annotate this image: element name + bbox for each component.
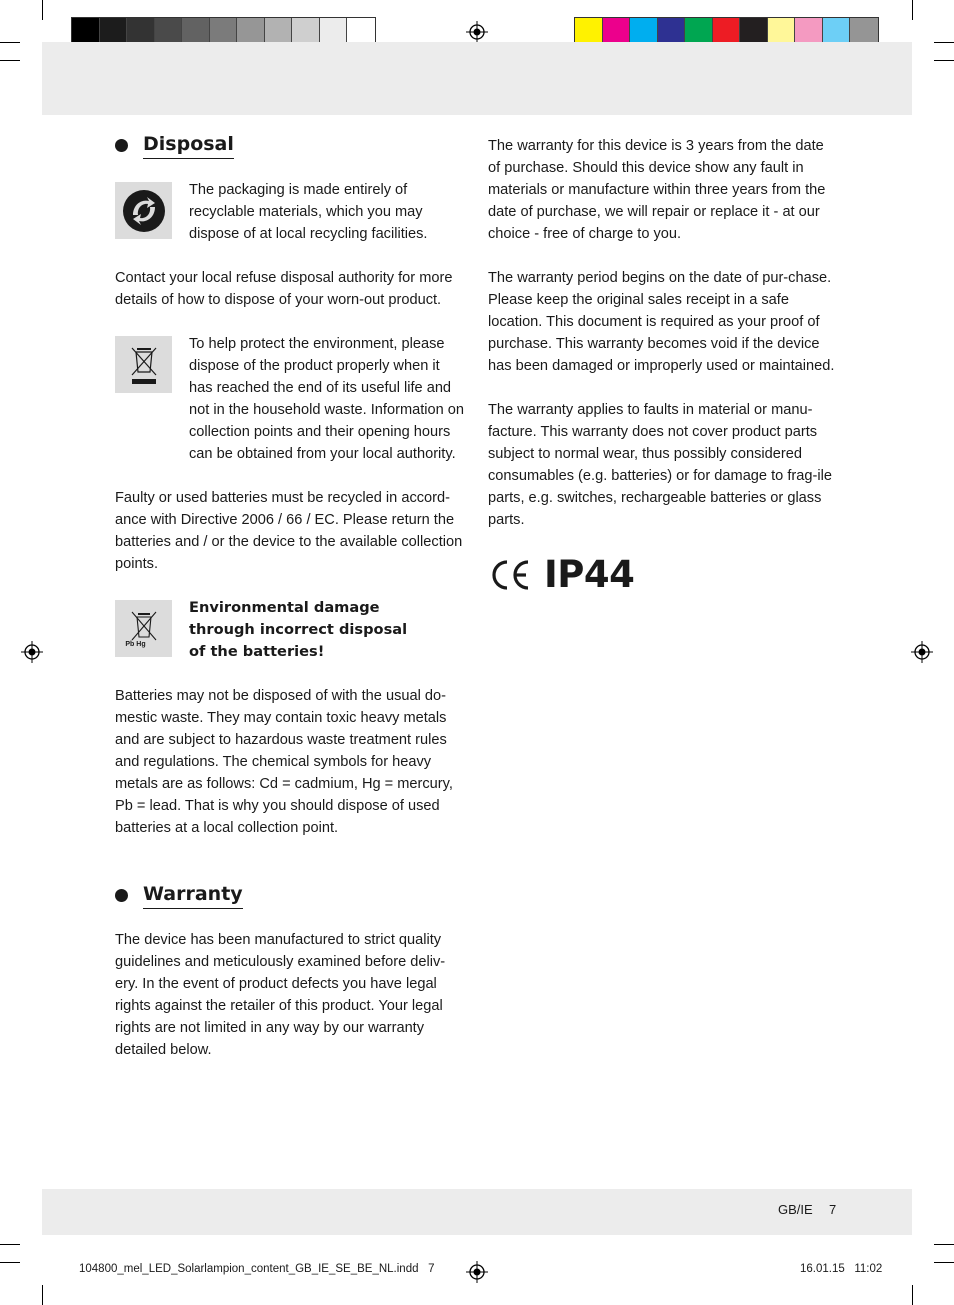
crop-mark (934, 1262, 954, 1263)
warning-line: through incorrect disposal (189, 621, 408, 638)
section-bullet-icon (115, 139, 128, 152)
crop-mark (934, 1244, 954, 1245)
slug-file-name: 104800_mel_LED_Solarlampion_content_GB_IE_SE_BE_NL.indd 7 (79, 1263, 435, 1275)
registration-mark-icon (466, 21, 488, 43)
section-title: Disposal (143, 131, 234, 159)
weee-text: To help protect the environment, please dispose of the product properly when it has reached the end of its useful life and not in the household waste. Information on collection points and their opening hours can be obtained from your local authority. (189, 336, 465, 462)
battery-icon-label: Pb Hg (125, 641, 146, 648)
ip-rating: IP44 (544, 553, 635, 596)
crop-mark (42, 0, 43, 20)
heavy-metals-text: Batteries may not be disposed of with the usual do-mestic waste. They may contain toxic heavy metals and are subject to hazardous waste treatment rules and regulations. The chemical symbols for heavy metals are as follows: Cd = cadmium, Hg = mercury, Pb = lead. That is why you should dispose of used batteries at a local collection point. (115, 688, 453, 836)
section-bullet-icon (115, 889, 128, 902)
warning-line: of the batteries! (189, 643, 325, 660)
crop-mark (0, 1262, 20, 1263)
weee-row (115, 333, 465, 465)
crop-mark (0, 60, 20, 61)
ce-mark-icon (488, 558, 532, 592)
packaging-row (115, 179, 465, 245)
crop-mark (912, 0, 913, 20)
warranty-period-text: The warranty for this device is 3 years from the date of purchase. Should this device show any fault in materials or manufacture within three years from the date of purchase, we will repair or replace it - at our choice - free of charge to you. (488, 138, 826, 242)
crop-mark (0, 1244, 20, 1245)
battery-warning (189, 597, 407, 663)
page-number: 7 (829, 1202, 837, 1217)
contact-text: Contact your local refuse disposal authority for more details of how to dispose of your worn-out product. (115, 270, 453, 308)
left-column (115, 131, 465, 1083)
section-title: Warranty (143, 881, 243, 909)
crop-mark (42, 1285, 43, 1305)
crop-mark (912, 1285, 913, 1305)
conformity-marking (488, 555, 840, 595)
crop-mark (0, 42, 20, 43)
warranty-intro-text: The device has been manufactured to strict quality guidelines and meticulously examined before deliv-ery. In the event of product defects you have legal rights against the retailer of this product. Your legal rights are not limited in any way by our warranty detailed below. (115, 932, 446, 1058)
right-column (488, 135, 840, 595)
warranty-heading (115, 881, 465, 909)
registration-mark-icon (21, 641, 43, 663)
warning-line: Environmental damage (189, 599, 380, 616)
slug-date: 16.01.15 11:02 (800, 1263, 883, 1275)
crop-mark (934, 60, 954, 61)
warranty-begin-text: The warranty period begins on the date of pur-chase. Please keep the original sales receipt in a safe location. This document is required as your proof of purchase. This warranty becomes void if the device has been damaged or improperly used or maintained. (488, 270, 835, 374)
registration-mark-icon (466, 1261, 488, 1283)
batteries-text: Faulty or used batteries must be recycled in accord-ance with Directive 2006 / 66 / EC. Please return the batteries and / or the device to the available collection points. (115, 490, 463, 572)
crossed-bin-icon (115, 336, 172, 393)
battery-warning-row (115, 597, 465, 663)
battery-bin-icon (115, 600, 172, 657)
page-language: GB/IE (778, 1202, 813, 1217)
registration-mark-icon (911, 641, 933, 663)
warranty-scope-text: The warranty applies to faults in material or manu-facture. This warranty does not cover product parts subject to normal wear, thus possibly considered consumables (e.g. batteries) or for damage to frag-ile parts, e.g. switches, rechargeable batteries or glass parts. (488, 402, 832, 528)
header-band (42, 42, 912, 115)
green-dot-recycling-icon (115, 182, 172, 239)
packaging-text: The packaging is made entirely of recyclable materials, which you may dispose of at local recycling facilities. (189, 182, 428, 242)
disposal-heading (115, 131, 465, 159)
crop-mark (934, 42, 954, 43)
